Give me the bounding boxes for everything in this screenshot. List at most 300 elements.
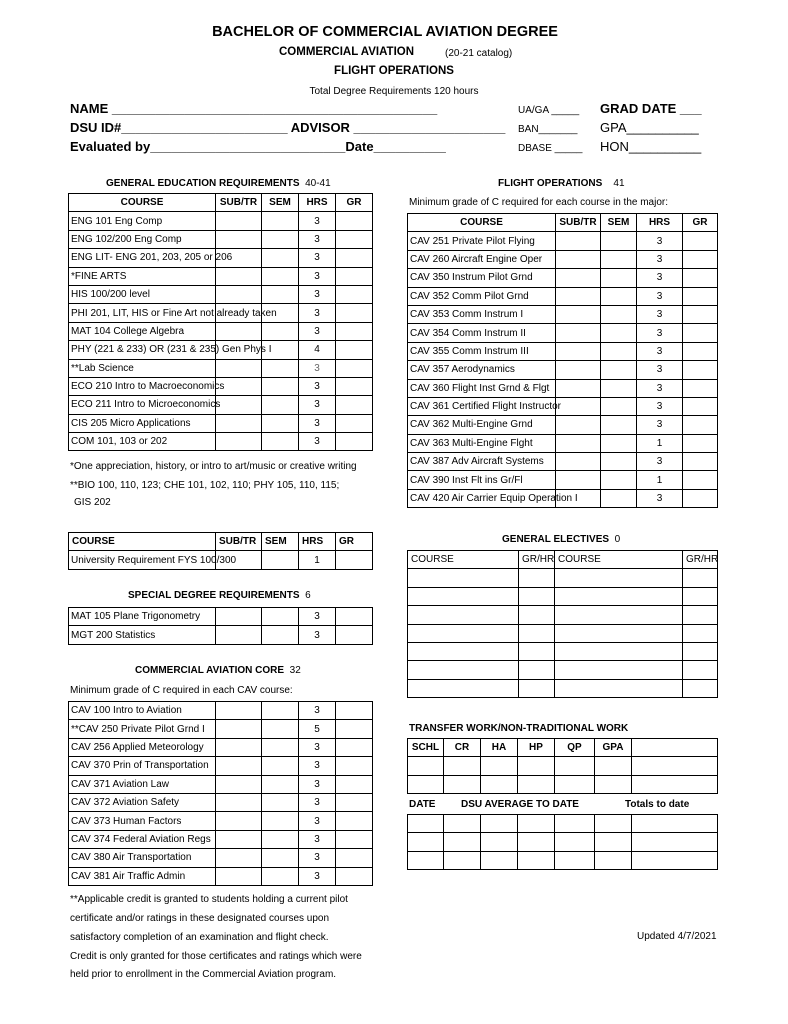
sub-tr-cell[interactable] (216, 212, 262, 230)
course-row (408, 471, 718, 489)
column-header: GR (683, 214, 718, 232)
transfer-cell[interactable] (481, 757, 518, 775)
sem-cell[interactable] (262, 720, 299, 738)
sem-cell[interactable] (262, 830, 299, 848)
sem-cell[interactable] (601, 453, 637, 471)
sem-cell[interactable] (601, 489, 637, 507)
hours-cell: 3 (637, 250, 683, 268)
totals-cell[interactable] (408, 833, 444, 851)
core-footnote-4: Credit is only granted for those certificates and ratings which were (70, 951, 362, 962)
grade-cell[interactable] (336, 322, 373, 340)
header-row (69, 533, 373, 551)
course-name: CAV 372 Aviation Safety (69, 793, 216, 811)
hours-cell: 3 (637, 361, 683, 379)
sem-cell[interactable] (601, 434, 637, 452)
sem-cell[interactable] (601, 305, 637, 323)
sub-tr-cell[interactable] (216, 267, 262, 285)
grade-cell[interactable] (336, 775, 373, 793)
sem-cell[interactable] (262, 359, 299, 377)
hours-cell: 3 (637, 269, 683, 287)
hours-cell: 3 (299, 230, 336, 248)
sub-tr-cell[interactable] (556, 434, 601, 452)
sub-tr-cell[interactable] (216, 433, 262, 451)
sem-cell[interactable] (601, 250, 637, 268)
grade-cell[interactable] (683, 342, 718, 360)
hours-cell: 3 (299, 359, 336, 377)
column-header: SCHL (408, 739, 444, 757)
transfer-cell[interactable] (408, 775, 444, 793)
course-row (408, 453, 718, 471)
course-name: PHY (221 & 233) OR (231 & 235) Gen Phys I (69, 341, 216, 359)
transfer-cell[interactable] (595, 757, 632, 775)
course-name: CAV 360 Flight Inst Grnd & Flgt (408, 379, 556, 397)
transfer-cell[interactable] (555, 775, 595, 793)
sub-tr-cell[interactable] (216, 775, 262, 793)
grade-cell[interactable] (336, 304, 373, 322)
grade-cell[interactable] (336, 267, 373, 285)
elective-course-cell[interactable] (408, 606, 519, 624)
sem-cell[interactable] (262, 793, 299, 811)
totals-cell[interactable] (632, 833, 718, 851)
transfer-cell[interactable] (632, 775, 718, 793)
header-row (408, 214, 718, 232)
course-name: University Requirement FYS 100/300 (69, 551, 216, 569)
hours-cell: 3 (637, 232, 683, 250)
transfer-title: TRANSFER WORK/NON-TRADITIONAL WORK (409, 723, 629, 734)
transfer-cell[interactable] (408, 757, 444, 775)
sem-cell[interactable] (262, 396, 299, 414)
elective-grade-cell[interactable] (519, 587, 555, 605)
course-row (408, 379, 718, 397)
grade-cell[interactable] (336, 249, 373, 267)
sub-tr-cell[interactable] (216, 867, 262, 885)
sub-tr-cell[interactable] (216, 359, 262, 377)
grade-cell[interactable] (683, 397, 718, 415)
hours-cell: 3 (299, 433, 336, 451)
elective-course-cell[interactable] (408, 642, 519, 660)
totals-cell[interactable] (518, 815, 555, 833)
sub-tr-cell[interactable] (556, 305, 601, 323)
sub-tr-cell[interactable] (556, 471, 601, 489)
sub-tr-cell[interactable] (556, 379, 601, 397)
course-row (69, 396, 373, 414)
dbase-field[interactable]: DBASE _____ (518, 143, 583, 154)
course-row (69, 433, 373, 451)
grade-cell[interactable] (683, 471, 718, 489)
electives-table (407, 550, 718, 698)
sub-tr-cell[interactable] (216, 830, 262, 848)
elective-row (408, 569, 718, 587)
sub-tr-cell[interactable] (216, 720, 262, 738)
hours-cell: 3 (637, 287, 683, 305)
gen-ed-note-fine-arts: *One appreciation, history, or intro to art/music or creative writing (70, 461, 357, 472)
sem-cell[interactable] (601, 342, 637, 360)
column-header: COURSE (408, 214, 556, 232)
hours-cell: 3 (299, 322, 336, 340)
elective-grade-cell[interactable] (519, 642, 555, 660)
sem-cell[interactable] (262, 267, 299, 285)
elective-grade-cell[interactable] (683, 624, 718, 642)
sem-cell[interactable] (262, 849, 299, 867)
grade-cell[interactable] (336, 414, 373, 432)
transfer-cell[interactable] (632, 757, 718, 775)
grade-cell[interactable] (336, 230, 373, 248)
course-row (408, 305, 718, 323)
grade-cell[interactable] (336, 377, 373, 395)
course-row (69, 812, 373, 830)
course-row (69, 249, 373, 267)
column-header: SEM (262, 194, 299, 212)
course-row (408, 250, 718, 268)
name-field[interactable]: NAME _____________________________________________ (70, 101, 438, 116)
sub-tr-cell[interactable] (216, 849, 262, 867)
hours-cell: 3 (637, 305, 683, 323)
transfer-cell[interactable] (595, 775, 632, 793)
hours-cell: 1 (299, 551, 336, 569)
sem-cell[interactable] (601, 416, 637, 434)
sem-cell[interactable] (262, 812, 299, 830)
sem-cell[interactable] (601, 269, 637, 287)
grade-cell[interactable] (336, 285, 373, 303)
course-row (69, 341, 373, 359)
sem-cell[interactable] (601, 232, 637, 250)
course-name: MGT 200 Statistics (69, 626, 216, 644)
sem-cell[interactable] (262, 322, 299, 340)
course-name: ECO 210 Intro to Macroeconomics (69, 377, 216, 395)
dsu-id-advisor-field[interactable]: DSU ID#_______________________ ADVISOR _____________________ (70, 120, 506, 135)
flight-ops-note: Minimum grade of C required for each course in the major: (409, 197, 669, 208)
course-name: CAV 373 Human Factors (69, 812, 216, 830)
elective-course-cell[interactable] (408, 569, 519, 587)
course-row (408, 269, 718, 287)
sub-tr-cell[interactable] (556, 250, 601, 268)
elective-course-cell[interactable] (555, 606, 683, 624)
elective-course-cell[interactable] (555, 661, 683, 679)
totals-cell[interactable] (632, 851, 718, 869)
column-header: HRS (299, 194, 336, 212)
course-name: COM 101, 103 or 202 (69, 433, 216, 451)
totals-cell[interactable] (595, 815, 632, 833)
transfer-cell[interactable] (444, 757, 481, 775)
header-row (408, 739, 718, 757)
sub-tr-cell[interactable] (556, 453, 601, 471)
flight-ops-title: FLIGHT OPERATIONS 41 (498, 178, 625, 189)
grade-cell[interactable] (336, 396, 373, 414)
course-name: CAV 251 Private Pilot Flying (408, 232, 556, 250)
transfer-cell[interactable] (518, 757, 555, 775)
hon-field[interactable]: HON__________ (600, 139, 702, 154)
sub-tr-cell[interactable] (556, 361, 601, 379)
totals-cell[interactable] (555, 851, 595, 869)
grad-date-field[interactable]: GRAD DATE ___ (600, 101, 702, 116)
header-row (408, 551, 718, 569)
grade-cell[interactable] (336, 702, 373, 720)
column-header: COURSE (555, 551, 683, 569)
grade-cell[interactable] (336, 551, 373, 569)
totals-cell[interactable] (408, 815, 444, 833)
hours-cell: 3 (299, 849, 336, 867)
sub-tr-cell[interactable] (556, 232, 601, 250)
sem-cell[interactable] (262, 867, 299, 885)
totals-cell[interactable] (555, 815, 595, 833)
sem-cell[interactable] (262, 702, 299, 720)
elective-row (408, 624, 718, 642)
sub-tr-cell[interactable] (216, 414, 262, 432)
totals-cell[interactable] (444, 833, 481, 851)
sem-cell[interactable] (262, 608, 299, 626)
sem-cell[interactable] (262, 433, 299, 451)
course-row (69, 793, 373, 811)
course-row (69, 230, 373, 248)
sub-tr-cell[interactable] (216, 322, 262, 340)
elective-course-cell[interactable] (555, 624, 683, 642)
sem-cell[interactable] (262, 738, 299, 756)
hours-cell: 4 (299, 341, 336, 359)
header-row (69, 194, 373, 212)
grade-cell[interactable] (683, 361, 718, 379)
transfer-cell[interactable] (518, 775, 555, 793)
sub-tr-cell[interactable] (216, 230, 262, 248)
course-row (69, 849, 373, 867)
course-row (69, 212, 373, 230)
gen-ed-title: GENERAL EDUCATION REQUIREMENTS 40-41 (106, 178, 331, 189)
elective-row (408, 587, 718, 605)
totals-cell[interactable] (444, 815, 481, 833)
sem-cell[interactable] (601, 397, 637, 415)
column-header: SUB/TR (216, 533, 262, 551)
ban-field[interactable]: BAN_______ (518, 124, 578, 135)
elective-grade-cell[interactable] (519, 606, 555, 624)
sem-cell[interactable] (601, 287, 637, 305)
grade-cell[interactable] (683, 453, 718, 471)
hours-cell: 3 (299, 702, 336, 720)
course-row (69, 775, 373, 793)
elective-row (408, 661, 718, 679)
grade-cell[interactable] (683, 416, 718, 434)
grade-cell[interactable] (336, 212, 373, 230)
transfer-row (408, 775, 718, 793)
sem-cell[interactable] (262, 230, 299, 248)
sem-cell[interactable] (262, 414, 299, 432)
elective-grade-cell[interactable] (519, 624, 555, 642)
course-row (69, 830, 373, 848)
dsu-average-label: DSU AVERAGE TO DATE (461, 799, 579, 810)
course-name: CAV 363 Multi-Engine Flght (408, 434, 556, 452)
grade-cell[interactable] (683, 269, 718, 287)
elective-course-cell[interactable] (408, 679, 519, 697)
course-row (69, 267, 373, 285)
sem-cell[interactable] (262, 249, 299, 267)
hours-cell: 3 (299, 304, 336, 322)
course-name: CAV 387 Adv Aircraft Systems (408, 453, 556, 471)
grade-cell[interactable] (336, 626, 373, 644)
sub-tr-cell[interactable] (556, 287, 601, 305)
grade-cell[interactable] (336, 849, 373, 867)
elective-course-cell[interactable] (555, 587, 683, 605)
uaga-field[interactable]: UA/GA _____ (518, 105, 580, 116)
special-title: SPECIAL DEGREE REQUIREMENTS 6 (128, 590, 311, 601)
sem-cell[interactable] (601, 379, 637, 397)
page-title: BACHELOR OF COMMERCIAL AVIATION DEGREE (212, 24, 558, 40)
elective-grade-cell[interactable] (519, 661, 555, 679)
evaluated-by-field[interactable]: Evaluated by___________________________Date__________ (70, 139, 446, 154)
hours-cell: 3 (637, 453, 683, 471)
totals-cell[interactable] (595, 833, 632, 851)
sub-tr-cell[interactable] (216, 608, 262, 626)
totals-cell[interactable] (632, 815, 718, 833)
grade-cell[interactable] (336, 720, 373, 738)
transfer-extra-cell[interactable] (632, 739, 718, 757)
hours-cell: 3 (299, 267, 336, 285)
sem-cell[interactable] (262, 212, 299, 230)
course-name: *FINE ARTS (69, 267, 216, 285)
totals-cell[interactable] (595, 851, 632, 869)
totals-row (408, 815, 718, 833)
gen-ed-note-lab-science: **BIO 100, 110, 123; CHE 101, 102, 110; PHY 105, 110, 115; (70, 480, 340, 491)
elective-grade-cell[interactable] (519, 569, 555, 587)
elective-course-cell[interactable] (555, 642, 683, 660)
gpa-field[interactable]: GPA__________ (600, 120, 699, 135)
transfer-cell[interactable] (444, 775, 481, 793)
sub-tr-cell[interactable] (216, 285, 262, 303)
sub-tr-cell[interactable] (216, 757, 262, 775)
grade-cell[interactable] (683, 434, 718, 452)
grade-cell[interactable] (336, 867, 373, 885)
grade-cell[interactable] (336, 608, 373, 626)
totals-cell[interactable] (408, 851, 444, 869)
course-name: CAV 381 Air Traffic Admin (69, 867, 216, 885)
hours-cell: 3 (299, 396, 336, 414)
sem-cell[interactable] (262, 377, 299, 395)
elective-grade-cell[interactable] (683, 569, 718, 587)
core-note: Minimum grade of C required in each CAV course: (70, 685, 293, 696)
core-footnote-5: held prior to enrollment in the Commercial Aviation program. (70, 969, 337, 980)
grade-cell[interactable] (336, 433, 373, 451)
sem-cell[interactable] (262, 285, 299, 303)
transfer-cell[interactable] (481, 775, 518, 793)
course-row (69, 551, 373, 569)
column-header: HP (518, 739, 555, 757)
grade-cell[interactable] (683, 489, 718, 507)
course-row (408, 361, 718, 379)
sem-cell[interactable] (262, 757, 299, 775)
sem-cell[interactable] (601, 324, 637, 342)
column-header: SUB/TR (556, 214, 601, 232)
elective-course-cell[interactable] (555, 679, 683, 697)
sub-tr-cell[interactable] (556, 324, 601, 342)
sub-tr-cell[interactable] (216, 738, 262, 756)
elective-grade-cell[interactable] (519, 679, 555, 697)
hours-cell: 3 (299, 626, 336, 644)
elective-grade-cell[interactable] (683, 661, 718, 679)
course-row (408, 342, 718, 360)
totals-cell[interactable] (518, 833, 555, 851)
grade-cell[interactable] (336, 812, 373, 830)
totals-table (407, 814, 718, 870)
course-name: CAV 100 Intro to Aviation (69, 702, 216, 720)
transfer-row (408, 757, 718, 775)
course-row (408, 232, 718, 250)
grade-cell[interactable] (336, 757, 373, 775)
elective-course-cell[interactable] (555, 569, 683, 587)
elective-grade-cell[interactable] (683, 587, 718, 605)
sub-tr-cell[interactable] (216, 396, 262, 414)
course-row (408, 324, 718, 342)
sub-tr-cell[interactable] (556, 397, 601, 415)
column-header: GPA (595, 739, 632, 757)
elective-course-cell[interactable] (408, 661, 519, 679)
core-table (68, 701, 373, 886)
grade-cell[interactable] (336, 738, 373, 756)
grade-cell[interactable] (683, 250, 718, 268)
grade-cell[interactable] (336, 341, 373, 359)
hours-cell: 1 (637, 434, 683, 452)
grade-cell[interactable] (336, 793, 373, 811)
totals-cell[interactable] (444, 851, 481, 869)
sub-tr-cell[interactable] (216, 812, 262, 830)
column-header: SUB/TR (216, 194, 262, 212)
column-header: CR (444, 739, 481, 757)
sub-tr-cell[interactable] (216, 626, 262, 644)
elective-grade-cell[interactable] (683, 679, 718, 697)
sub-tr-cell[interactable] (556, 416, 601, 434)
sub-tr-cell[interactable] (216, 793, 262, 811)
hours-cell: 3 (299, 285, 336, 303)
sub-tr-cell[interactable] (556, 269, 601, 287)
hours-cell: 3 (637, 342, 683, 360)
grade-cell[interactable] (683, 305, 718, 323)
core-title: COMMERCIAL AVIATION CORE 32 (135, 665, 301, 676)
sem-cell[interactable] (262, 551, 299, 569)
course-row (69, 359, 373, 377)
course-row (408, 434, 718, 452)
totals-cell[interactable] (481, 851, 518, 869)
course-row (69, 757, 373, 775)
totals-cell[interactable] (555, 833, 595, 851)
totals-cell[interactable] (481, 815, 518, 833)
elective-grade-cell[interactable] (683, 606, 718, 624)
gen-ed-table (68, 193, 373, 451)
elective-course-cell[interactable] (408, 624, 519, 642)
hours-cell: 3 (637, 397, 683, 415)
hours-cell: 3 (299, 830, 336, 848)
sem-cell[interactable] (262, 626, 299, 644)
totals-cell[interactable] (481, 833, 518, 851)
totals-row (408, 833, 718, 851)
transfer-cell[interactable] (555, 757, 595, 775)
totals-cell[interactable] (518, 851, 555, 869)
grade-cell[interactable] (683, 379, 718, 397)
sem-cell[interactable] (601, 361, 637, 379)
course-name: CAV 390 Inst Flt ins Gr/Fl (408, 471, 556, 489)
transfer-table (407, 738, 718, 794)
elective-grade-cell[interactable] (683, 642, 718, 660)
sem-cell[interactable] (262, 775, 299, 793)
course-name: CAV 357 Aerodynamics (408, 361, 556, 379)
grade-cell[interactable] (336, 830, 373, 848)
grade-cell[interactable] (683, 287, 718, 305)
elective-course-cell[interactable] (408, 587, 519, 605)
grade-cell[interactable] (683, 324, 718, 342)
course-name: HIS 100/200 level (69, 285, 216, 303)
sub-tr-cell[interactable] (216, 702, 262, 720)
transfer-date-label: DATE (409, 799, 436, 810)
grade-cell[interactable] (683, 232, 718, 250)
sem-cell[interactable] (601, 471, 637, 489)
grade-cell[interactable] (336, 359, 373, 377)
sub-tr-cell[interactable] (556, 342, 601, 360)
hours-cell: 3 (299, 249, 336, 267)
